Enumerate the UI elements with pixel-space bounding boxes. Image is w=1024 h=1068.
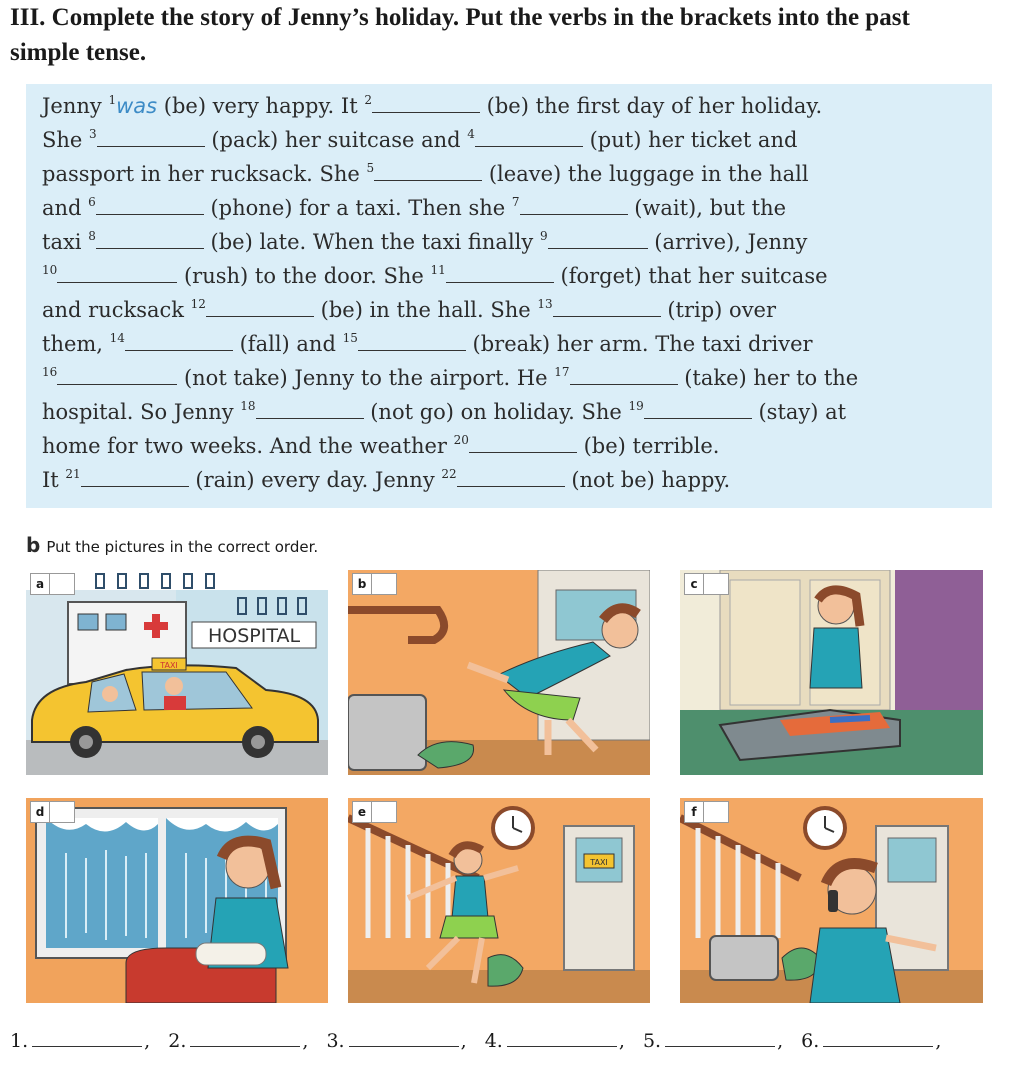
example-answer: was (116, 94, 158, 118)
picture-a-letter: a (30, 573, 50, 595)
picture-c-illustration (680, 570, 983, 775)
picture-f[interactable] (680, 798, 983, 1003)
blank-12[interactable] (206, 300, 314, 317)
story-line-8: them, $^{14}$ (fall) and $^{15}$ (break) her arm. The taxi driver (42, 331, 813, 356)
blank-18[interactable] (256, 402, 364, 419)
blank-14[interactable] (125, 334, 233, 351)
story-line-5: taxi $^8$ (be) late. When the taxi finally $^9$ (arrive), Jenny (42, 229, 808, 254)
picture-e-letter: e (352, 801, 372, 823)
section-b-heading (26, 533, 318, 557)
blank-3[interactable] (97, 130, 205, 147)
answer-number-2: 2. (168, 1030, 187, 1052)
answer-blank-6[interactable] (823, 1032, 933, 1047)
blank-4[interactable] (475, 130, 583, 147)
exercise-title (10, 0, 1010, 70)
order-answer-line: 1. , 2. , 3. , 4. , 5. , 6. , (10, 1030, 942, 1052)
blank-20[interactable] (469, 436, 577, 453)
title-line-1: III. Complete the story of Jenny’s holiday. Put the verbs in the brackets into the past (10, 4, 910, 31)
picture-b-answer-box[interactable] (372, 573, 397, 595)
blank-5[interactable] (374, 164, 482, 181)
picture-c-letter: c (684, 573, 704, 595)
picture-d-answer-box[interactable] (50, 801, 75, 823)
picture-d[interactable] (26, 798, 328, 1003)
picture-f-label-box[interactable] (684, 801, 729, 823)
story-line-2: She $^3$ (pack) her suitcase and $^4$ (put) her ticket and (42, 127, 798, 152)
taxi-roof-sign: TAXI (160, 661, 178, 670)
picture-d-letter: d (30, 801, 50, 823)
picture-e-answer-box[interactable] (372, 801, 397, 823)
answer-blank-4[interactable] (507, 1032, 617, 1047)
picture-f-letter: f (684, 801, 704, 823)
blank-9[interactable] (548, 232, 648, 249)
story-line-3: passport in her rucksack. She $^5$ (leave) the luggage in the hall (42, 161, 809, 186)
picture-d-illustration (26, 798, 328, 1003)
answer-number-4: 4. (484, 1030, 503, 1052)
answer-number-1: 1. (10, 1030, 29, 1052)
blank-21[interactable] (81, 470, 189, 487)
answer-blank-1[interactable] (32, 1032, 142, 1047)
blank-6[interactable] (96, 198, 204, 215)
picture-b[interactable] (348, 570, 650, 775)
hospital-sign: HOSPITAL (207, 625, 301, 647)
picture-c-label-box[interactable] (684, 573, 729, 595)
blank-11[interactable] (446, 266, 554, 283)
title-line-2: simple tense. (10, 39, 147, 66)
story-line-1: Jenny $^1$was (be) very happy. It $^2$ (be) the first day of her holiday. (42, 93, 823, 118)
story-line-11: home for two weeks. And the weather $^{20}$ (be) terrible. (42, 433, 720, 458)
story-line-7: and rucksack $^{12}$ (be) in the hall. She $^{13}$ (trip) over (42, 297, 777, 322)
answer-blank-5[interactable] (665, 1032, 775, 1047)
picture-e-label-box[interactable] (352, 801, 397, 823)
section-b-letter: b (26, 533, 41, 557)
blank-17[interactable] (570, 368, 678, 385)
section-b-text: Put the pictures in the correct order. (46, 538, 319, 556)
story-line-4: and $^6$ (phone) for a taxi. Then she $^7$ (wait), but the (42, 195, 787, 220)
blank-7[interactable] (520, 198, 628, 215)
blank-19[interactable] (644, 402, 752, 419)
picture-e[interactable] (348, 798, 650, 1003)
picture-a-answer-box[interactable] (50, 573, 75, 595)
door-taxi-sign: TAXI (590, 858, 608, 867)
story-line-10: hospital. So Jenny $^{18}$ (not go) on holiday. She $^{19}$ (stay) at (42, 399, 847, 424)
picture-c[interactable] (680, 570, 983, 775)
picture-b-label-box[interactable] (352, 573, 397, 595)
blank-15[interactable] (358, 334, 466, 351)
picture-b-illustration (348, 570, 650, 775)
picture-a-label-box[interactable] (30, 573, 75, 595)
picture-a[interactable] (26, 570, 328, 775)
blank-22[interactable] (457, 470, 565, 487)
picture-f-answer-box[interactable] (704, 801, 729, 823)
answer-blank-2[interactable] (190, 1032, 300, 1047)
answer-blank-3[interactable] (349, 1032, 459, 1047)
picture-c-answer-box[interactable] (704, 573, 729, 595)
answer-number-5: 5. (642, 1030, 662, 1052)
blank-10[interactable] (57, 266, 177, 283)
story-box (26, 84, 992, 508)
blank-2[interactable] (372, 96, 480, 113)
picture-d-label-box[interactable] (30, 801, 75, 823)
picture-e-illustration (348, 798, 650, 1003)
answer-number-6: 6. (801, 1030, 820, 1052)
story-line-12: It $^{21}$ (rain) every day. Jenny $^{22}$ (not be) happy. (42, 467, 731, 492)
blank-13[interactable] (553, 300, 661, 317)
picture-a-illustration (26, 570, 328, 775)
story-line-6: $^{10}$ (rush) to the door. She $^{11}$ (forget) that her suitcase (42, 263, 828, 288)
blank-8[interactable] (96, 232, 204, 249)
answer-number-3: 3. (326, 1030, 345, 1052)
picture-b-letter: b (352, 573, 372, 595)
blank-16[interactable] (57, 368, 177, 385)
picture-f-illustration (680, 798, 983, 1003)
story-line-9: $^{16}$ (not take) Jenny to the airport. He $^{17}$ (take) her to the (42, 365, 859, 390)
